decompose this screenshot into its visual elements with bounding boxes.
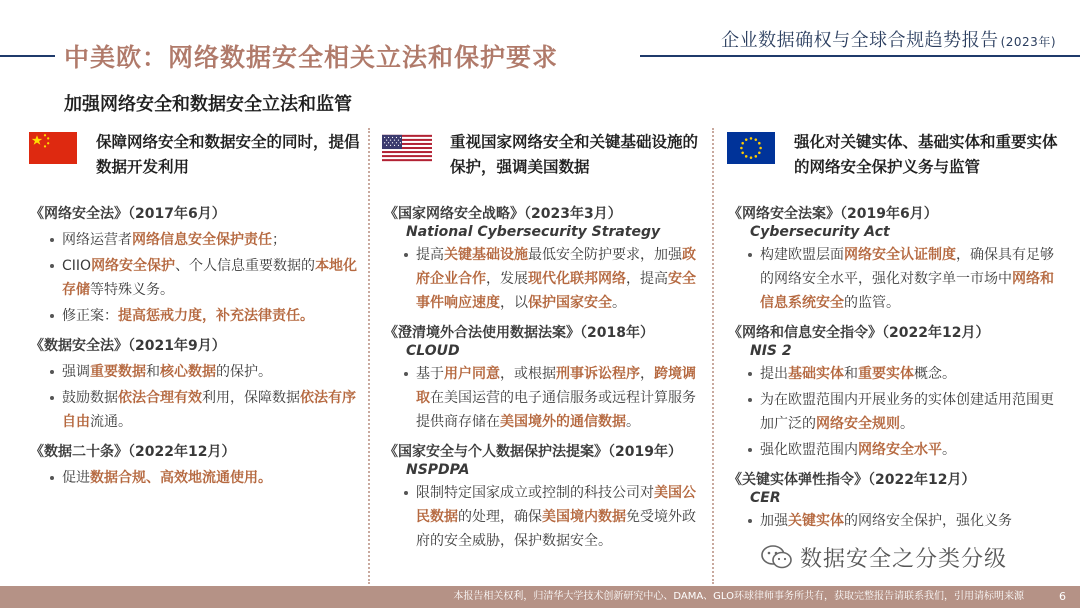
- highlight-text: 依法有序自由: [62, 390, 356, 430]
- law-english-name: NSPDPA: [406, 462, 470, 478]
- highlight-text: 本地化存储: [62, 258, 358, 298]
- column-china: [20, 126, 365, 588]
- bullet-text: 概念。: [914, 366, 956, 382]
- china-flag-icon: [28, 132, 78, 164]
- highlight-text: 美国境内数据: [542, 509, 626, 525]
- bullet-dot: [404, 253, 408, 257]
- bullet-text: 免受境外政府的安全威胁，保护数据安全。: [416, 509, 696, 549]
- highlight-text: 关键基础设施: [444, 247, 528, 263]
- bullet-text: 在美国运营的电子通信服务或远程计算服务提供商存储在: [416, 390, 696, 430]
- bullet-dot: [50, 314, 54, 318]
- bullet-item: [20, 228, 365, 252]
- bullet-text: 等特殊义务。: [90, 282, 174, 298]
- law-block: [374, 321, 710, 434]
- bullet-item: [20, 304, 365, 328]
- bullet-text: 强调: [62, 364, 90, 380]
- bullet-text: 和: [146, 364, 160, 380]
- watermark: [760, 542, 1007, 572]
- law-english-name: CER: [750, 490, 781, 506]
- law-title: 《数据二十条》（2022年12月）: [30, 444, 236, 460]
- bullet-text: ，提高: [626, 271, 668, 287]
- law-title: 《网络安全法案》（2019年6月）: [728, 206, 938, 222]
- law-list: [374, 202, 710, 553]
- highlight-text: 重要实体: [858, 366, 914, 382]
- highlight-text: 网络安全认证制度: [844, 247, 956, 263]
- highlight-text: 提高惩戒力度，补充法律责任。: [118, 308, 314, 324]
- column-eu: [718, 126, 1070, 588]
- sub-title: 加强网络安全和数据安全立法和监管: [64, 94, 352, 115]
- highlight-text: 网络安全水平: [858, 442, 942, 458]
- bullet-dot: [50, 264, 54, 268]
- law-block: [718, 202, 1070, 315]
- highlight-text: 网络安全保护: [91, 258, 176, 274]
- bullet-text: ，确保具有足够的网络安全水平，强化对数字单一市场中: [760, 247, 1054, 287]
- bullet-text: 。: [942, 442, 956, 458]
- bullet-text: 为在欧盟范围内开展业务的实体创建适用范围更加广泛的: [760, 392, 1054, 432]
- bullet-dot: [748, 253, 752, 257]
- highlight-text: 核心数据: [160, 364, 216, 380]
- bullet-item: [20, 386, 365, 434]
- law-title: 《澄清境外合法使用数据法案》（2018年）: [384, 325, 654, 341]
- bullet-text: 的网络安全保护，强化义务: [844, 513, 1012, 529]
- bullet-text: ，或根据: [500, 366, 556, 382]
- law-block: [718, 468, 1070, 533]
- highlight-text: 安全事件响应速度: [416, 271, 696, 311]
- column-header: [374, 126, 710, 196]
- eu-flag-icon: [726, 132, 776, 164]
- bullet-dot: [748, 398, 752, 402]
- law-title: 《网络和信息安全指令》（2022年12月）: [728, 325, 990, 341]
- highlight-text: 网络和信息系统安全: [760, 271, 1054, 311]
- report-title: [721, 26, 1056, 52]
- bullet-text: 强化欧盟范围内: [760, 442, 858, 458]
- bullet-dot: [748, 448, 752, 452]
- highlight-text: 用户同意: [444, 366, 500, 382]
- bullet-item: [718, 509, 1070, 533]
- law-english-name: NIS 2: [750, 343, 792, 359]
- law-title: 《数据安全法》（2021年9月）: [30, 338, 226, 354]
- bullet-text: 和: [844, 366, 858, 382]
- highlight-text: 美国公民数据: [416, 485, 696, 525]
- column-usa: [374, 126, 710, 588]
- highlight-text: 美国境外的通信数据: [500, 414, 626, 430]
- column-divider: [712, 128, 714, 584]
- column-heading: 重视国家网络安全和关键基础设施的保护，强调美国数据: [450, 133, 699, 176]
- bullet-item: [374, 481, 710, 553]
- bullet-text: 网络运营者: [62, 232, 132, 248]
- bullet-dot: [50, 396, 54, 400]
- highlight-text: 刑事诉讼程序: [556, 366, 640, 382]
- law-list: [20, 202, 365, 490]
- bullet-text: 。: [900, 416, 914, 432]
- law-block: [20, 334, 365, 434]
- main-title: 中美欧：网络数据安全相关立法和保护要求: [64, 43, 559, 72]
- highlight-text: 关键实体: [788, 513, 844, 529]
- bullet-dot: [50, 238, 54, 242]
- column-header: [20, 126, 365, 196]
- footer-bar: [0, 586, 1080, 608]
- page-number: 6: [1059, 590, 1066, 603]
- bullet-text: 限制特定国家成立或控制的科技公司对: [416, 485, 654, 501]
- usa-flag-icon: [382, 132, 432, 164]
- column-heading: 强化对关键实体、基础实体和重要实体的网络安全保护义务与监管: [794, 133, 1058, 176]
- bullet-text: 提高: [416, 247, 444, 263]
- bullet-text: 。: [626, 414, 640, 430]
- bullet-text: 的保护。: [216, 364, 272, 380]
- law-block: [718, 321, 1070, 462]
- bullet-text: 促进: [62, 470, 90, 486]
- law-title: 《网络安全法》（2017年6月）: [30, 206, 226, 222]
- header-rule-left: [0, 55, 55, 57]
- header-rule-right: [640, 55, 1080, 57]
- law-block: [20, 440, 365, 490]
- bullet-text: 的监管。: [844, 295, 900, 311]
- wechat-icon: [760, 544, 794, 570]
- highlight-text: 跨境调取: [416, 366, 696, 406]
- bullet-text: 基于: [416, 366, 444, 382]
- bullet-item: [20, 466, 365, 490]
- law-block: [374, 440, 710, 553]
- bullet-text: ；: [272, 232, 286, 248]
- law-english-name: Cybersecurity Act: [750, 224, 890, 240]
- bullet-dot: [748, 519, 752, 523]
- watermark-text: 数据安全之分类分级: [800, 546, 1008, 572]
- bullet-text: 鼓励数据: [62, 390, 118, 406]
- bullet-item: [718, 243, 1070, 315]
- highlight-text: 数据合规、高效地流通使用。: [90, 470, 272, 486]
- bullet-dot: [404, 372, 408, 376]
- bullet-dot: [50, 476, 54, 480]
- bullet-text: ，: [640, 366, 654, 382]
- bullet-text: 构建欧盟层面: [760, 247, 844, 263]
- bullet-text: 、个人信息重要数据的: [175, 258, 316, 274]
- law-title: 《国家网络安全战略》（2023年3月）: [384, 206, 622, 222]
- bullet-text: 提出: [760, 366, 788, 382]
- bullet-item: [20, 360, 365, 384]
- bullet-text: 的处理，确保: [458, 509, 542, 525]
- report-title-text: 企业数据确权与全球合规趋势报告: [721, 30, 999, 51]
- bullet-text: CIIO: [62, 258, 92, 274]
- bullet-item: [374, 243, 710, 315]
- law-block: [374, 202, 710, 315]
- highlight-text: 政府企业合作: [416, 247, 696, 287]
- highlight-text: 网络信息安全保护责任: [132, 232, 272, 248]
- bullet-text: 最低安全防护要求，加强: [528, 247, 682, 263]
- bullet-item: [374, 362, 710, 434]
- bullet-item: [718, 438, 1070, 462]
- highlight-text: 现代化联邦网络: [528, 271, 626, 287]
- bullet-text: 流通。: [90, 414, 132, 430]
- bullet-dot: [404, 491, 408, 495]
- bullet-dot: [50, 370, 54, 374]
- column-divider: [368, 128, 370, 584]
- bullet-text: 加强: [760, 513, 788, 529]
- law-english-name: CLOUD: [406, 343, 460, 359]
- report-year: (2023年): [1000, 35, 1056, 49]
- highlight-text: 网络安全规则: [816, 416, 900, 432]
- law-title: 《国家安全与个人数据保护法提案》（2019年）: [384, 444, 682, 460]
- column-header: [718, 126, 1070, 196]
- bullet-text: ，发展: [486, 271, 528, 287]
- bullet-text: ，以: [500, 295, 528, 311]
- footer-copyright: 本报告相关权利，归清华大学技术创新研究中心、DAMA、GLO环球律师事务所共有，获取完整报告请联系我们，引用请标明来源: [453, 591, 1024, 602]
- bullet-item: [718, 362, 1070, 386]
- bullet-text: 修正案：: [62, 308, 118, 324]
- bullet-item: [718, 388, 1070, 436]
- highlight-text: 依法合理有效: [118, 390, 202, 406]
- law-list: [718, 202, 1070, 533]
- bullet-item: [20, 254, 365, 302]
- law-english-name: National Cybersecurity Strategy: [406, 224, 661, 240]
- bullet-dot: [748, 372, 752, 376]
- column-heading: 保障网络安全和数据安全的同时，提倡数据开发利用: [96, 133, 360, 176]
- highlight-text: 保护国家安全: [528, 295, 612, 311]
- bullet-text: 利用，保障数据: [202, 390, 300, 406]
- highlight-text: 基础实体: [788, 366, 844, 382]
- law-title: 《关键实体弹性指令》（2022年12月）: [728, 472, 976, 488]
- highlight-text: 重要数据: [90, 364, 146, 380]
- bullet-text: 。: [612, 295, 626, 311]
- law-block: [20, 202, 365, 328]
